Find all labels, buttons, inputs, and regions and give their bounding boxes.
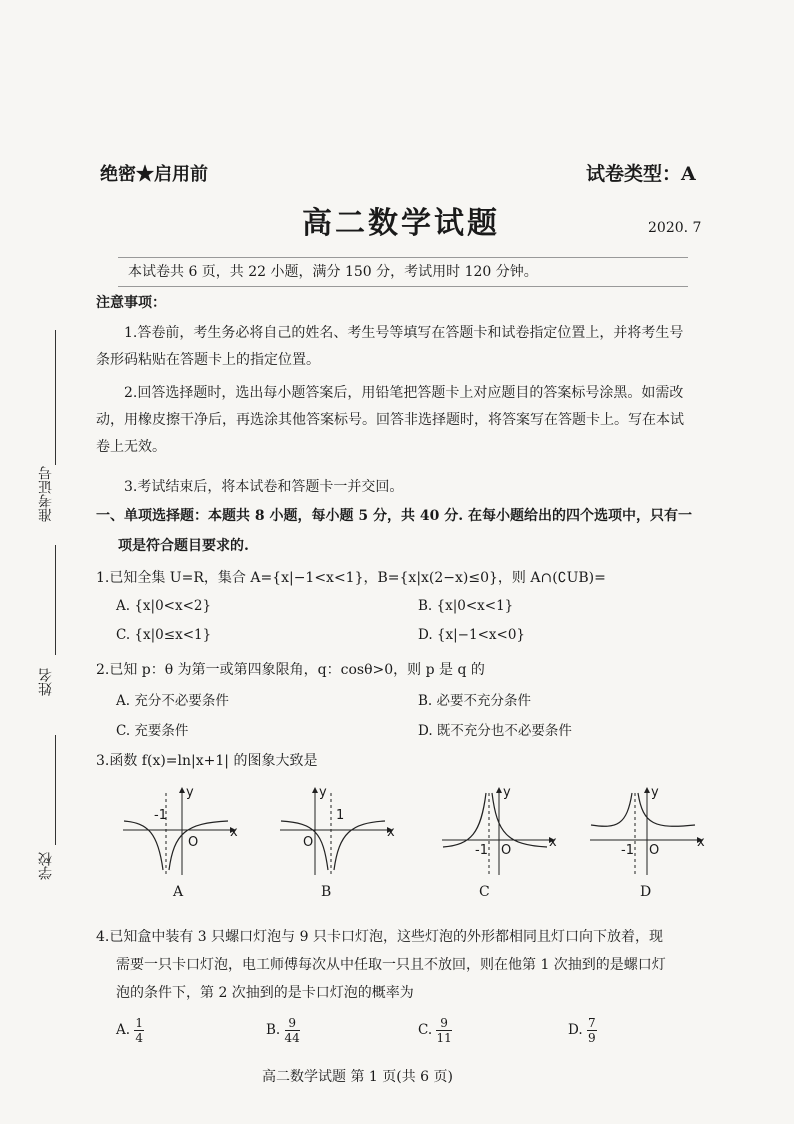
name-label: 姓名 [38,668,54,696]
exam-intro: 本试卷共 6 页，共 22 小题，满分 150 分，考试用时 120 分钟。 [118,257,688,287]
q3-d-tick: -1 [621,843,634,858]
q4-option-b-fraction [285,1016,300,1045]
q1-option-c: C. {x|0≤x<1} [116,627,212,643]
q4-b-denominator: 44 [284,1031,300,1045]
notice-item-3: 3.考试结束后，将本试卷和答题卡一并交回。 [124,479,404,495]
q4-stem-line3: 泡的条件下，第 2 次抽到的是卡口灯泡的概率为 [116,985,414,1001]
school-underline [55,735,56,845]
q3-label-d: D [640,884,652,900]
q4-b-numerator: 9 [285,1016,300,1031]
q3-a-y-label: y [186,785,194,800]
q4-option-b [266,1016,300,1045]
exam-id-label: 准考证号 [38,466,54,522]
q3-label-b: B [321,884,332,900]
q2-option-b: B. 必要不充分条件 [418,693,532,709]
exam-date: 2020. 7 [648,220,702,236]
q4-a-numerator: 1 [135,1016,143,1030]
q3-b-tick: 1 [336,808,345,823]
q4-option-a-prefix: A. [116,1022,131,1038]
q1-stem: 1.已知全集 U=R，集合 A={x|−1<x<1}，B={x|x(2−x)≤0}，则 A∩(∁UB)= [96,570,606,586]
q3-d-origin: O [649,843,660,858]
section-heading-line2: 项是符合题目要求的. [118,538,249,554]
secret-tag: 绝密★启用前 [100,164,208,185]
q3-graph-d [585,785,705,880]
notice-item-2: 2.回答选择题时，选出每小题答案后，用铅笔把答题卡上对应题目的答案标号涂黑。如需改动，用橡皮擦干净后，再选涂其他答案标号。回答非选择题时，将答案写在答题卡上。写在本试卷上无效。 [96,385,684,455]
q2-stem: 2.已知 p：θ 为第一或第四象限角，q：cosθ>0，则 p 是 q 的 [96,662,485,678]
q4-option-d-fraction [587,1016,597,1045]
q4-option-c-fraction [436,1016,451,1045]
q2-option-c: C. 充要条件 [116,723,189,739]
q3-c-y-label: y [503,785,511,800]
school-label: 学校 [38,852,54,880]
q4-option-c [418,1016,452,1045]
q3-d-y-label: y [651,785,659,800]
page-title: 高二数学试题 [302,206,500,241]
q3-label-a: A [173,884,184,900]
notice-item-1: 1.答卷前，考生务必将自己的姓名、考生号等填写在答题卡和试卷指定位置上，并将考生号条形码粘贴在答题卡上的指定位置。 [96,325,684,368]
q4-option-a [116,1016,144,1045]
q3-c-tick: -1 [475,843,488,858]
q4-option-d-prefix: D. [568,1022,583,1038]
q1-option-a: A. {x|0<x<2} [116,598,212,614]
q3-a-x-label: x [230,825,238,840]
q4-a-denominator: 4 [135,1031,143,1045]
paper-type: 试卷类型：A [586,163,696,185]
section-heading-line1: 一、单项选择题：本题共 8 小题，每小题 5 分，共 40 分. 在每小题给出的四个选项中，只有一 [96,508,692,524]
q4-option-c-prefix: C. [418,1022,433,1038]
q3-b-x-label: x [387,825,395,840]
q4-stem [96,923,706,1007]
q3-stem: 3.函数 f(x)=ln|x+1| 的图象大致是 [96,753,318,769]
q3-graph-c [437,785,557,880]
q3-a-tick: -1 [154,808,167,823]
q1-option-d: D. {x|−1<x<0} [418,627,525,643]
q3-c-origin: O [501,843,512,858]
q3-a-origin: O [188,835,199,850]
notice-heading: 注意事项： [96,295,166,311]
q4-option-b-prefix: B. [266,1022,281,1038]
q4-d-numerator: 7 [587,1016,596,1030]
q4-stem-line2: 需要一只卡口灯泡，电工师傅每次从中任取一只且不放回，则在他第 1 次抽到的是螺口灯 [116,957,666,973]
page-footer: 高二数学试题 第 1 页(共 6 页) [262,1069,453,1085]
section-heading [96,501,696,561]
q4-d-denominator: 9 [587,1031,596,1045]
q2-option-a: A. 充分不必要条件 [116,693,229,709]
q3-b-y-label: y [319,785,327,800]
q4-stem-line1: 4.已知盒中装有 3 只螺口灯泡与 9 只卡口灯泡，这些灯泡的外形都相同且灯口向下放着，现 [96,929,663,945]
q3-graph-b [275,785,395,880]
q3-label-c: C [479,884,490,900]
q4-option-a-fraction [134,1016,144,1045]
q4-c-numerator: 9 [436,1016,451,1031]
q3-c-x-label: x [549,835,557,850]
q4-c-denominator: 11 [436,1031,452,1045]
q2-option-d: D. 既不充分也不必要条件 [418,723,572,739]
name-underline [55,545,56,655]
q3-d-x-label: x [697,835,705,850]
q1-option-b: B. {x|0<x<1} [418,598,514,614]
q4-option-d [568,1016,597,1045]
q3-b-origin: O [303,835,314,850]
q3-graph-a [118,785,238,880]
exam-id-underline [55,330,56,465]
